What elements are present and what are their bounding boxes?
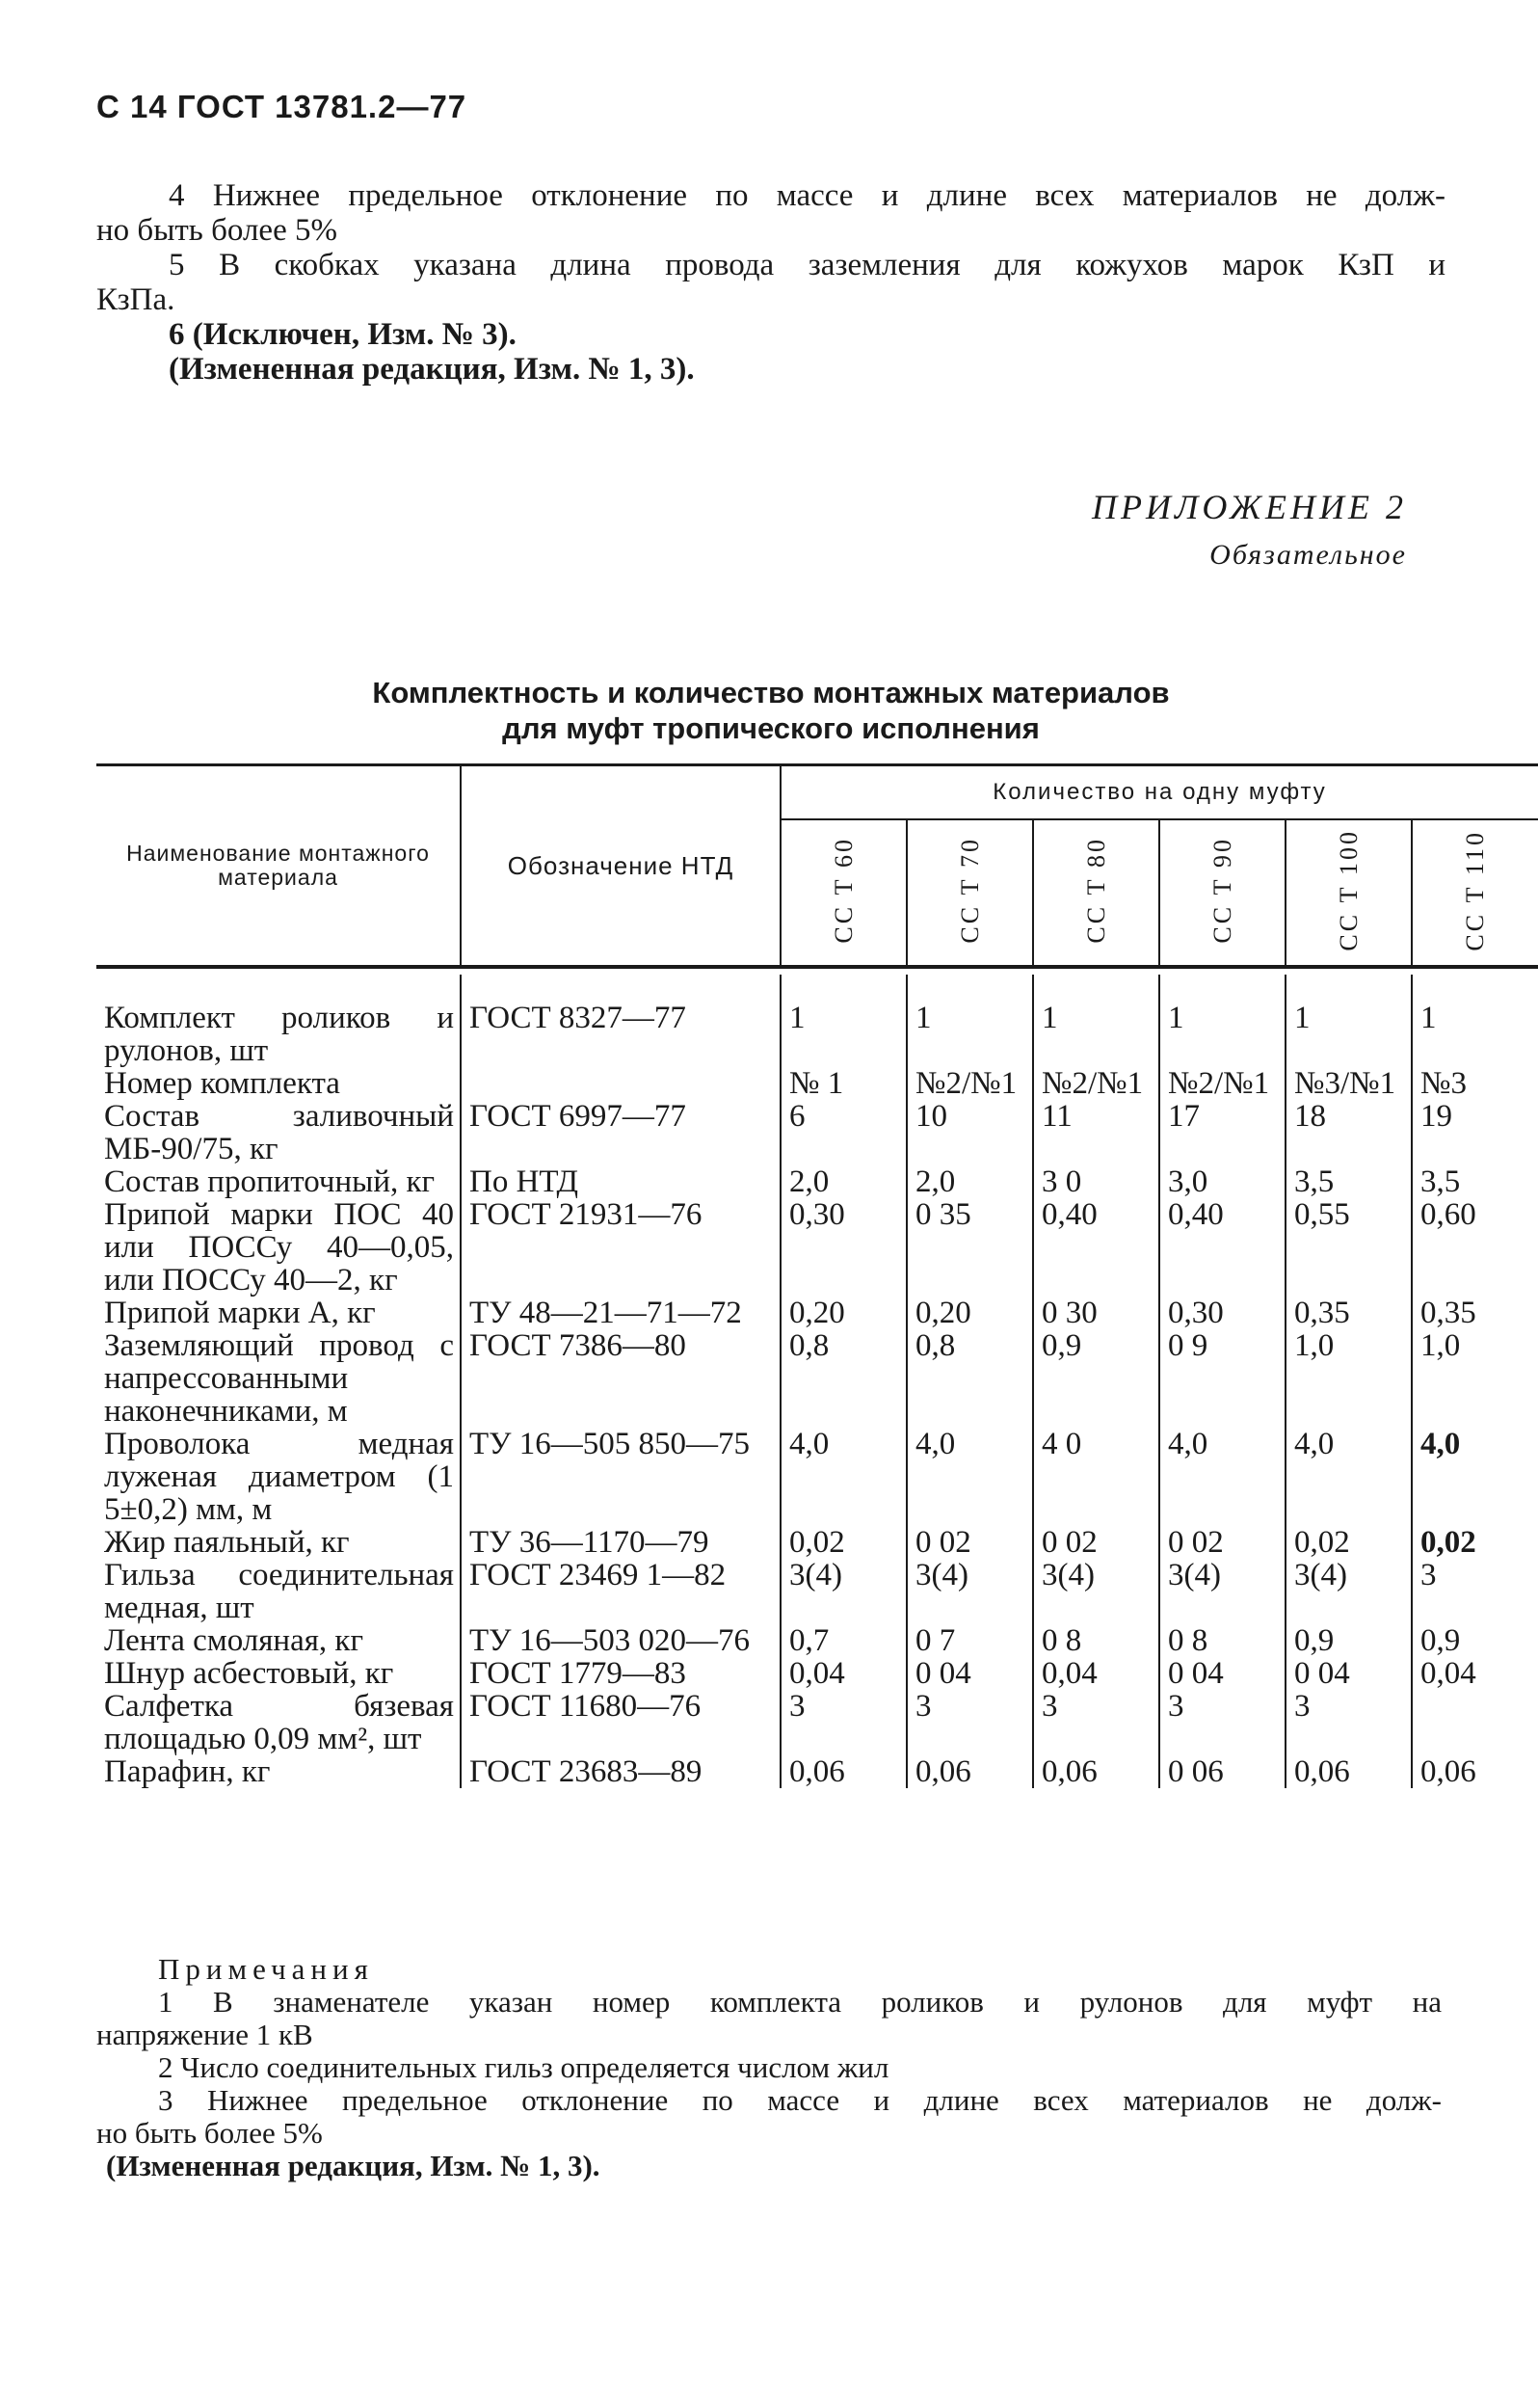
column-header-mark	[907, 819, 1033, 966]
quantity-cell: 0 35	[907, 1198, 1033, 1297]
quantity-cell: 2,0	[907, 1165, 1033, 1198]
quantity-cell: 3,0	[1159, 1165, 1286, 1198]
column-header-name: Наименование монтажного материала	[96, 765, 461, 967]
quantity-cell: 0,60	[1420, 1198, 1476, 1232]
table-row	[96, 1100, 1538, 1165]
note-3-line-2: но быть более 5%	[96, 2116, 323, 2150]
quantity-cell: 17	[1159, 1100, 1286, 1165]
quantity-cell: 0 8	[1033, 1624, 1159, 1657]
table-row	[96, 1198, 1538, 1297]
table-row	[96, 1165, 1538, 1198]
quantity-cell: №3	[1420, 1067, 1467, 1100]
quantity-cell: 1	[781, 1002, 907, 1067]
quantity-cell: 0,8	[907, 1329, 1033, 1428]
ntd-designation: ТУ 16—503 020—76	[461, 1624, 781, 1657]
quantity-cell: 4 0	[1033, 1428, 1159, 1526]
quantity-cell: 0 06	[1159, 1755, 1286, 1788]
note-5-line-2: КзПа.	[96, 282, 175, 317]
page-header: С 14 ГОСТ 13781.2—77	[96, 89, 467, 124]
ntd-designation: По НТД	[461, 1165, 781, 1198]
table-row	[96, 1624, 1538, 1657]
notes	[96, 1953, 1442, 2182]
quantity-cell: 0,8	[781, 1329, 907, 1428]
quantity-cell: 0 04	[1286, 1657, 1412, 1690]
column-header-mark	[1159, 819, 1286, 966]
quantity-cell: 3,5	[1420, 1165, 1461, 1198]
table-caption	[96, 675, 1445, 746]
note-5-line-1: 5 В скобках указана длина провода заземления для кожухов марок КзП и	[169, 248, 1445, 282]
quantity-cell: 4,0	[907, 1428, 1033, 1526]
mark-label: СС Т 80	[1081, 837, 1110, 944]
mark-label: СС Т 100	[1334, 829, 1363, 951]
quantity-cell: 0,06	[781, 1755, 907, 1788]
quantity-cell: 0,9	[1420, 1624, 1461, 1657]
note-1-line-1: 1 В знаменателе указан номер комплекта роликов и рулонов для муфт на	[158, 1985, 1442, 2019]
quantity-cell	[1412, 1690, 1538, 1755]
quantity-cell: 3	[1420, 1559, 1437, 1592]
revision-note: (Измененная редакция, Изм. № 1, 3).	[169, 352, 695, 387]
column-header-mark	[781, 819, 907, 966]
ntd-designation: ГОСТ 6997—77	[461, 1100, 781, 1165]
material-name: Номер комплекта	[96, 1067, 461, 1100]
quantity-cell: 0,30	[1159, 1297, 1286, 1329]
quantity-cell: 0 30	[1033, 1297, 1159, 1329]
quantity-cell: 0 02	[907, 1526, 1033, 1559]
table-row	[96, 1428, 1538, 1526]
column-header-quantity: Количество на одну муфту	[781, 765, 1538, 820]
appendix-heading	[1092, 487, 1407, 572]
quantity-cell: 1	[1286, 1002, 1412, 1067]
quantity-cell: 0,06	[1286, 1755, 1412, 1788]
material-name: Состав заливочный МБ-90/75, кг	[96, 1100, 461, 1165]
quantity-cell: 0,02	[1286, 1526, 1412, 1559]
quantity-cell: 0,06	[1420, 1755, 1476, 1788]
note-3-line-1: 3 Нижнее предельное отклонение по массе и длине всех материалов не долж-	[158, 2083, 1442, 2117]
quantity-cell: 3(4)	[1033, 1559, 1159, 1624]
quantity-cell: 0,20	[907, 1297, 1033, 1329]
mark-label: СС Т 90	[1207, 837, 1236, 944]
quantity-cell: 6	[781, 1100, 907, 1165]
material-name: Припой марки А, кг	[96, 1297, 461, 1329]
quantity-cell: 3	[781, 1690, 907, 1755]
quantity-cell: 0,9	[1286, 1624, 1412, 1657]
table-row	[96, 1067, 1538, 1100]
table-row	[96, 1657, 1538, 1690]
table-row	[96, 1559, 1538, 1624]
quantity-cell: 11	[1033, 1100, 1159, 1165]
mark-label: СС Т 110	[1461, 829, 1490, 951]
material-name: Жир паяльный, кг	[96, 1526, 461, 1559]
table-body	[96, 1002, 1538, 1788]
ntd-designation: ГОСТ 8327—77	[461, 1002, 781, 1067]
ntd-designation: ГОСТ 1779—83	[461, 1657, 781, 1690]
intro-text	[96, 178, 1445, 387]
quantity-cell: 0,7	[781, 1624, 907, 1657]
ntd-designation: ТУ 36—1170—79	[461, 1526, 781, 1559]
quantity-cell: 0,04	[1033, 1657, 1159, 1690]
quantity-cell: 0,35	[1286, 1297, 1412, 1329]
material-name: Салфетка бязевая площадью 0,09 мм², шт	[96, 1690, 461, 1755]
ntd-designation: ТУ 48—21—71—72	[461, 1297, 781, 1329]
ntd-designation: ГОСТ 23683—89	[461, 1755, 781, 1788]
quantity-cell: 1,0	[1286, 1329, 1412, 1428]
table-caption-line-1: Комплектность и количество монтажных материалов	[372, 676, 1170, 709]
quantity-cell: 0 7	[907, 1624, 1033, 1657]
quantity-cell: 4,0	[1159, 1428, 1286, 1526]
material-name: Комплект роликов и рулонов, шт	[96, 1002, 461, 1067]
ntd-designation: ГОСТ 21931—76	[461, 1198, 781, 1297]
ntd-designation: ГОСТ 23469 1—82	[461, 1559, 781, 1624]
material-name: Шнур асбестовый, кг	[96, 1657, 461, 1690]
material-name: Заземляющий провод с напрессованными наконечниками, м	[96, 1329, 461, 1428]
quantity-cell: 0,35	[1420, 1297, 1476, 1329]
materials-table	[96, 763, 1538, 1788]
quantity-cell: 4,0	[781, 1428, 907, 1526]
quantity-cell: 0 04	[1159, 1657, 1286, 1690]
note-6: 6 (Исключен, Изм. № 3).	[169, 317, 517, 352]
quantity-cell: 1	[1159, 1002, 1286, 1067]
material-name: Гильза соединительная медная, шт	[96, 1559, 461, 1624]
notes-revision: (Измененная редакция, Изм. № 1, 3).	[106, 2149, 600, 2182]
quantity-cell: 4,0	[1286, 1428, 1412, 1526]
quantity-cell: 3	[907, 1690, 1033, 1755]
quantity-cell: 1,0	[1420, 1329, 1461, 1363]
notes-heading: Примечания	[158, 1952, 374, 1986]
quantity-cell: 0,04	[1420, 1657, 1476, 1690]
table-row	[96, 1297, 1538, 1329]
mark-label: СС Т 60	[829, 837, 858, 944]
quantity-cell: № 1	[781, 1067, 907, 1100]
quantity-cell: 4,0	[1420, 1428, 1461, 1461]
quantity-cell: 0 02	[1033, 1526, 1159, 1559]
quantity-cell: 3	[1159, 1690, 1286, 1755]
ntd-designation: ГОСТ 11680—76	[461, 1690, 781, 1755]
quantity-cell: №2/№1	[1033, 1067, 1159, 1100]
quantity-cell: 0,06	[907, 1755, 1033, 1788]
column-header-ntd: Обозначение НТД	[461, 765, 781, 967]
quantity-cell: №2/№1	[907, 1067, 1033, 1100]
quantity-cell: 0,40	[1159, 1198, 1286, 1297]
table-row	[96, 1329, 1538, 1428]
table-row	[96, 1002, 1538, 1067]
quantity-cell: 0,02	[1420, 1526, 1476, 1559]
quantity-cell: 0,55	[1286, 1198, 1412, 1297]
column-header-mark	[1033, 819, 1159, 966]
quantity-cell: 0,02	[781, 1526, 907, 1559]
appendix-subtitle: Обязательное	[1209, 539, 1407, 571]
table-row	[96, 1755, 1538, 1788]
quantity-cell: 1	[907, 1002, 1033, 1067]
note-4-line-1: 4 Нижнее предельное отклонение по массе и длине всех материалов не долж-	[169, 178, 1445, 213]
quantity-cell: 2,0	[781, 1165, 907, 1198]
quantity-cell: 3(4)	[1159, 1559, 1286, 1624]
quantity-cell: 3	[1286, 1690, 1412, 1755]
mark-label: СС Т 70	[955, 837, 984, 944]
quantity-cell: 0,20	[781, 1297, 907, 1329]
quantity-cell: 0 8	[1159, 1624, 1286, 1657]
column-header-mark	[1286, 819, 1412, 966]
material-name: Состав пропиточный, кг	[96, 1165, 461, 1198]
quantity-cell: 3(4)	[781, 1559, 907, 1624]
quantity-cell: 0,30	[781, 1198, 907, 1297]
quantity-cell: 18	[1286, 1100, 1412, 1165]
quantity-cell: 19	[1420, 1100, 1452, 1134]
quantity-cell: №2/№1	[1159, 1067, 1286, 1100]
material-name: Припой марки ПОС 40 или ПОССу 40—0,05, или ПОССу 40—2, кг	[96, 1198, 461, 1297]
quantity-cell: 3(4)	[907, 1559, 1033, 1624]
ntd-designation: ГОСТ 7386—80	[461, 1329, 781, 1428]
material-name: Проволока медная луженая диаметром (1 5±0,2) мм, м	[96, 1428, 461, 1526]
table-row	[96, 1690, 1538, 1755]
quantity-cell: 3 0	[1033, 1165, 1159, 1198]
material-name: Лента смоляная, кг	[96, 1624, 461, 1657]
table-caption-line-2: для муфт тропического исполнения	[502, 711, 1040, 745]
quantity-cell: 1	[1033, 1002, 1159, 1067]
quantity-cell: 3	[1033, 1690, 1159, 1755]
quantity-cell: 3,5	[1286, 1165, 1412, 1198]
quantity-cell: 1	[1420, 1002, 1437, 1035]
material-name: Парафин, кг	[96, 1755, 461, 1788]
quantity-cell: 0 04	[907, 1657, 1033, 1690]
appendix-title: ПРИЛОЖЕНИЕ 2	[1092, 488, 1407, 526]
note-1-line-2: напряжение 1 кВ	[96, 2018, 313, 2051]
quantity-cell: 0,04	[781, 1657, 907, 1690]
quantity-cell: 0,40	[1033, 1198, 1159, 1297]
note-4-line-2: но быть более 5%	[96, 213, 337, 248]
quantity-cell: 0,06	[1033, 1755, 1159, 1788]
quantity-cell: 0 02	[1159, 1526, 1286, 1559]
quantity-cell: 10	[907, 1100, 1033, 1165]
quantity-cell: 3(4)	[1286, 1559, 1412, 1624]
quantity-cell: №3/№1	[1286, 1067, 1412, 1100]
table-row	[96, 1526, 1538, 1559]
ntd-designation	[461, 1067, 781, 1100]
quantity-cell: 0,9	[1033, 1329, 1159, 1428]
quantity-cell: 0 9	[1159, 1329, 1286, 1428]
column-header-mark	[1412, 819, 1538, 966]
note-2: 2 Число соединительных гильз определяется числом жил	[158, 2050, 889, 2084]
ntd-designation: ТУ 16—505 850—75	[461, 1428, 781, 1526]
